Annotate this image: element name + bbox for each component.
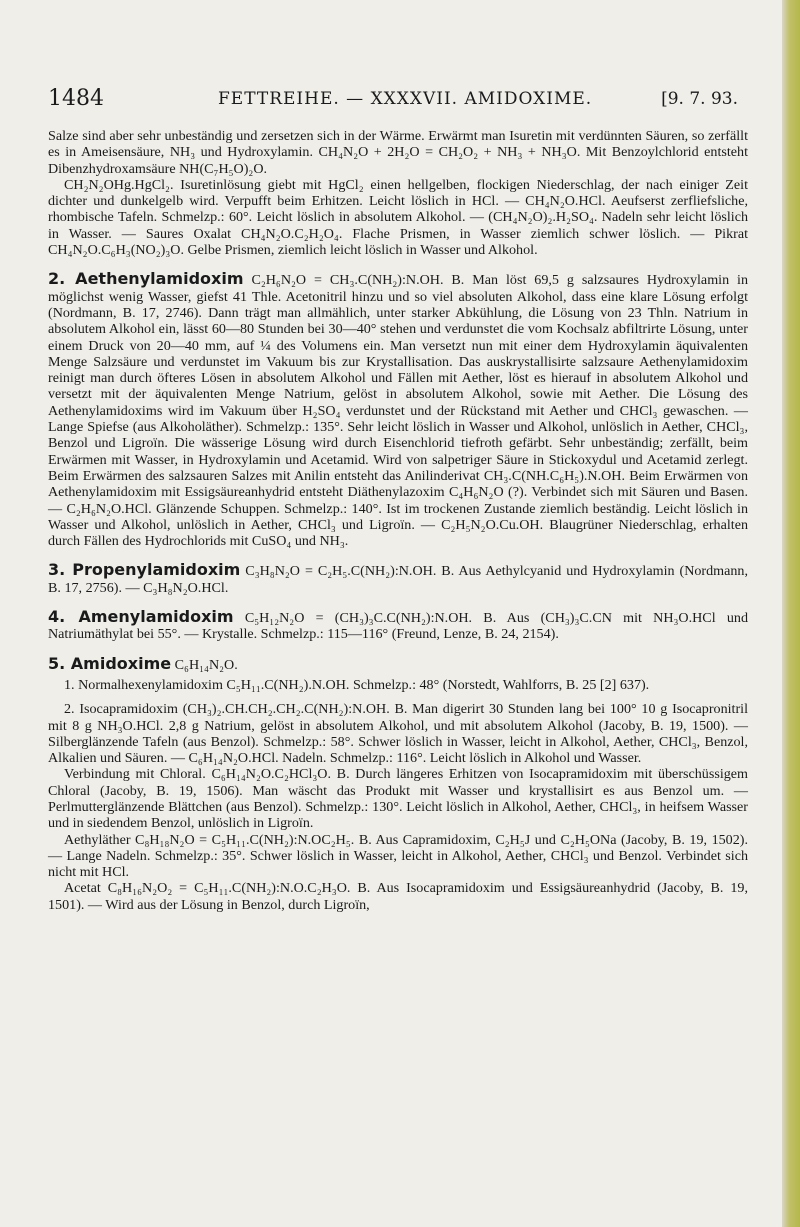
entry-heading: 3. Propenylamidoxim — [48, 560, 241, 580]
header-date: [9. 7. 93. — [661, 89, 738, 109]
entry-body: C₅H₁₂N₂O = (CH₃)₃C.C(NH₂):N.OH. B. Aus (CH₃)₃C.CN mit NH₃O.HCl und Natriumäthylat bei 55°. — Krystalle. Schmelzp.: 115—116° (Freund, Lenze, B. 24, 2154). — [48, 610, 748, 643]
paragraph-isuretin-compounds: CH₂N₂OHg.HgCl₂. Isuretinlösung giebt mit HgCl₂ einen hellgelben, flockigen Niederschlag, der nach einiger Zeit dichter und dunkelgelb wird. Verpufft beim Erhitzen. Leicht löslich in HCl. — CH₄N₂O.HCl. Aeufserst zerfliefsliche, rhombische Tafeln. Schmelzp.: 60°. Leicht löslich in absolutem Alkohol. — (CH₄N₂O)₂.H₂SO₄. Nadeln sehr leicht löslich in Wasser. — Saures Oxalat CH₄N₂O.C₂H₂O₄. Flache Prismen, in Wasser ziemlich schwer löslich. — Pikrat CH₄N₂O.C₆H₃(NO₂)₃O. Gelbe Prismen, ziemlich leicht löslich in Wasser und Alkohol. — [48, 176, 748, 259]
entry-body: C₃H₈N₂O = C₂H₅.C(NH₂):N.OH. B. Aus Aethylcyanid und Hydroxylamin (Nordmann, B. 17, 2756). — C₃H₈N₂O.HCl. — [48, 563, 748, 596]
entry-heading: 5. Amidoxime — [48, 653, 172, 673]
entry-heading: 2. Aethenylamidoxim — [48, 269, 244, 289]
paragraph-isuretin-salts: Salze sind aber sehr unbeständig und zersetzen sich in der Wärme. Erwärmt man Isuretin mit verdünnten Säuren, so zerfällt es in Ameisensäure, NH₃ und Hydroxylamin. CH₄N₂O + 2H₂O = CH₂O₂ + NH₃ + NH₃O. Mit Benzoylchlorid entsteht Dibenzhydroxamsäure NH(C₇H₅O)₂O. — [48, 128, 748, 177]
entry-body: C₂H₆N₂O = CH₃.C(NH₂):N.OH. B. Man löst 69,5 g salzsaures Hydroxylamin in möglichst wenig Wasser, giefst 41 Thle. Acetonitril hinzu und so viel absoluten Alkohol, dass eine klare Lösung erfolgt (Nordmann, B. 17, 2746). Dann trägt man allmählich, unter starker Abkühlung, die Lösung von 23 Thln. Natrium in absolutem Alkohol ein, lässt 60—80 Stunden bei 30—40° stehen und verdunstet die vom Kochsalz abfiltrirte Lösung, unter einem Druck von 20—40 mm, auf ¼ des Volumens ein. Man versetzt nun mit einer dem Hydroxylamin äquivalenten Menge Salzsäure und verdunstet im Vakuum bis zur Krystallisation. Das auskrystallisirte salzsaure Aethenylamidoxim reinigt man durch öfteres Lösen in absolutem Alkohol und Fällen mit Aether, löst es hierauf in absolutem Alkohol und versetzt mit der äquivalenten Menge Natrium, gelöst in absolutem Alkohol, sowie mit Aether. Die Lösung des Aethenylamidoxims wird im Vakuum über H₂SO₄ verdunstet und der Rückstand mit Aether und CHCl₃ gewaschen. — Lange Spiefse (aus Alkoholäther). Schmelzp.: 135°. Sehr leicht löslich in Wasser und Alkohol, unlöslich in Aether, CHCl₃, Benzol und Ligroïn. Die wässerige Lösung wird durch Eisenchlorid tiefroth gefärbt. Sehr unbeständig; zerfällt, beim Erwärmen mit Wasser, in Hydroxylamin und Acetamid. Wird von salpetriger Säure in Stickoxydul und Acetamid zerlegt. Beim Erwärmen des salzsauren Salzes mit Anilin entsteht das Anilinderivat CH₃.C(NH.C₆H₅).N.OH. Beim Erwärmen von Aethenylamidoxim mit Essigsäureanhydrid entsteht Diäthenylazoxim C₄H₆N₂O (?). Verbindet sich mit Säuren und Basen. — C₂H₆N₂O.HCl. Glänzende Schuppen. Schmelzp.: 140°. Ist im trockenen Zustande ziemlich beständig. Leicht löslich in Wasser und Alkohol, unlöslich in Aether, CHCl₃ und Ligroïn. — C₂H₅N₂O.Cu.OH. Blaugrüner Niederschlag, erhalten durch Fällen des Hydrochlorids mit CuSO₄ und NH₃. — [48, 272, 749, 550]
entry-amenylamidoxim — [48, 609, 748, 643]
subentry-acetat: Acetat C₈H₁₆N₂O₂ = C₅H₁₁.C(NH₂):N.O.C₂H₃O. B. Aus Isocapramidoxim und Essigsäureanhydrid (Jacoby, B. 19, 1501). — Wird aus der Lösung in Benzol, durch Ligroïn, — [48, 880, 748, 913]
header-title: FETTREIHE. — XXXXVII. AMIDOXIME. — [218, 89, 593, 109]
page-edge — [782, 0, 800, 1227]
entry-propenylamidoxim — [48, 562, 748, 596]
entry-amidoxime — [48, 653, 748, 673]
subentry-chloral-compound: Verbindung mit Chloral. C₆H₁₄N₂O.C₂HCl₃O. B. Durch längeres Erhitzen von Isocapramidoxim mit überschüssigem Chloral (Jacoby, B. 19, 1506). Man wäscht das Produkt mit Wasser und krystallisirt es aus Benzol um. — Perlmutterglänzende Blättchen (aus Benzol). Schmelzp.: 130°. Leicht löslich in Alkohol, Aether, CHCl₃, in heifsem Wasser und in siedendem Benzol, unlöslich in Ligroïn. — [48, 766, 748, 832]
subentry-normalhexenylamidoxim: 1. Normalhexenylamidoxim C₅H₁₁.C(NH₂).N.OH. Schmelzp.: 48° (Norstedt, Wahlforrs, B. 25 [2] 637). — [64, 676, 650, 693]
body-text — [48, 128, 748, 913]
running-header — [48, 86, 738, 114]
subentry-isocapramidoxim: 2. Isocapramidoxim (CH₃)₂.CH.CH₂.CH₂.C(NH₂):N.OH. B. Man digerirt 30 Stunden lang bei 100° 10 g Isocapronitril mit 8 g NH₃O.HCl. 2,8 g Natrium, gelöst in absolutem Alkohol, und mit absolutem Alkohol (Jacoby, B. 19, 1500). — Silberglänzende Tafeln (aus Benzol). Schmelzp.: 58°. Schwer löslich in Wasser, leicht in Alkohol, Aether, CHCl₃, Benzol, Alkalien und Säuren. — C₆H₁₄N₂O.HCl. Nadeln. Schmelzp.: 116°. Leicht löslich in Alkohol und Wasser. — [48, 701, 748, 767]
page-number: 1484 — [48, 86, 104, 111]
subentry-aethylaether: Aethyläther C₈H₁₈N₂O = C₅H₁₁.C(NH₂):N.OC₂H₅. B. Aus Capramidoxim, C₂H₅J und C₂H₅ONa (Jacoby, B. 19, 1502). — Lange Nadeln. Schmelzp.: 35°. Schwer löslich in Wasser, leicht in Alkohol, Aether, CHCl₃ und Benzol. Verbindet sich nicht mit HCl. — [48, 831, 748, 881]
entry-aethenylamidoxim — [48, 271, 748, 549]
entry-heading: 4. Amenylamidoxim — [48, 607, 234, 627]
entry-body: C₆H₁₄N₂O. — [174, 656, 238, 673]
